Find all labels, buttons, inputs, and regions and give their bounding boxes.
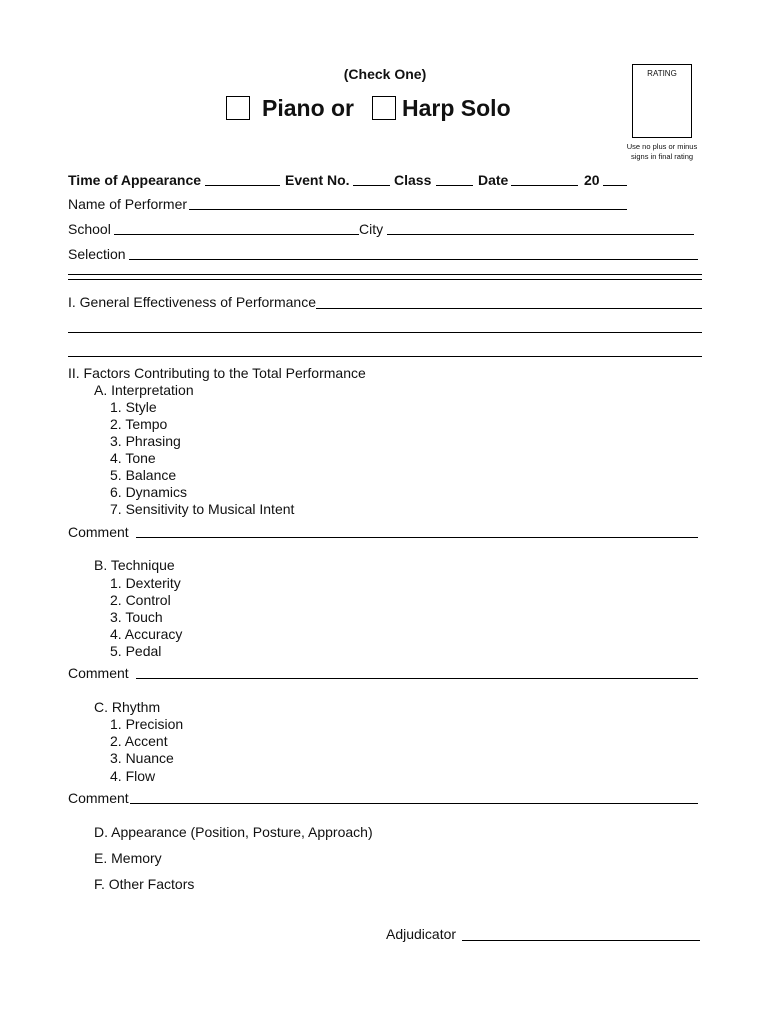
- event-no-label: Event No.: [285, 172, 350, 188]
- general-effectiveness-field-1[interactable]: [316, 308, 702, 309]
- memory-factor: E. Memory: [94, 850, 162, 866]
- class-label: Class: [394, 172, 432, 188]
- time-of-appearance-field[interactable]: [205, 185, 280, 186]
- rhythm-item: 1. Precision: [110, 716, 184, 732]
- school-field[interactable]: [114, 234, 359, 235]
- comment-field-c[interactable]: [130, 803, 698, 804]
- appearance-factor: D. Appearance (Position, Posture, Approach): [94, 824, 373, 840]
- year-field[interactable]: [603, 185, 627, 186]
- adjudicator-signature-field[interactable]: [462, 940, 700, 941]
- rhythm-item: 3. Nuance: [110, 750, 174, 766]
- date-field[interactable]: [511, 185, 578, 186]
- rhythm-item: 4. Flow: [110, 768, 156, 784]
- harp-checkbox[interactable]: [372, 96, 396, 120]
- technique-item: 1. Dexterity: [110, 575, 181, 591]
- selection-field[interactable]: [129, 259, 698, 260]
- technique-item: 2. Control: [110, 592, 171, 608]
- city-label: City: [359, 221, 384, 237]
- interpretation-heading: A. Interpretation: [94, 382, 194, 398]
- technique-item: 4. Accuracy: [110, 626, 183, 642]
- divider-rule-bottom: [68, 279, 702, 280]
- rating-box[interactable]: [632, 64, 692, 138]
- interpretation-item: 6. Dynamics: [110, 484, 188, 500]
- general-effectiveness-field-2[interactable]: [68, 332, 702, 333]
- other-factors: F. Other Factors: [94, 876, 195, 892]
- comment-label-c: Comment: [68, 790, 129, 806]
- interpretation-item: 5. Balance: [110, 467, 177, 483]
- rating-note: [612, 142, 712, 162]
- rating-label: RATING: [647, 69, 677, 78]
- interpretation-item: 3. Phrasing: [110, 433, 181, 449]
- year-prefix-label: 20: [584, 172, 600, 188]
- date-label: Date: [478, 172, 509, 188]
- selection-label: Selection: [68, 246, 126, 262]
- time-of-appearance-label: Time of Appearance: [68, 172, 202, 188]
- check-one-heading: (Check One): [343, 66, 427, 82]
- name-of-performer-field[interactable]: [189, 209, 627, 210]
- interpretation-item: 7. Sensitivity to Musical Intent: [110, 501, 295, 517]
- city-field[interactable]: [387, 234, 694, 235]
- comment-field-b[interactable]: [136, 678, 698, 679]
- rhythm-heading: C. Rhythm: [94, 699, 161, 715]
- technique-heading: B. Technique: [94, 557, 175, 573]
- rating-note-line-1: Use no plus or minus: [626, 142, 698, 151]
- technique-item: 3. Touch: [110, 609, 163, 625]
- event-no-field[interactable]: [353, 185, 390, 186]
- class-field[interactable]: [436, 185, 473, 186]
- interpretation-item: 1. Style: [110, 399, 157, 415]
- technique-item: 5. Pedal: [110, 643, 162, 659]
- general-effectiveness-title: I. General Effectiveness of Performance: [68, 294, 316, 310]
- adjudicator-label: Adjudicator: [386, 926, 457, 942]
- piano-checkbox[interactable]: [226, 96, 250, 120]
- interpretation-item: 4. Tone: [110, 450, 156, 466]
- rhythm-item: 2. Accent: [110, 733, 168, 749]
- comment-label-a: Comment: [68, 524, 129, 540]
- rating-note-line-2: signs in final rating: [630, 152, 694, 161]
- comment-label-b: Comment: [68, 665, 129, 681]
- divider-rule-top: [68, 274, 702, 275]
- name-of-performer-label: Name of Performer: [68, 196, 188, 212]
- factors-title: II. Factors Contributing to the Total Performance: [68, 365, 366, 381]
- interpretation-item: 2. Tempo: [110, 416, 168, 432]
- harp-option-label: Harp Solo: [402, 95, 511, 121]
- school-label: School: [68, 221, 111, 237]
- piano-option-label: Piano or: [262, 95, 355, 121]
- general-effectiveness-field-3[interactable]: [68, 356, 702, 357]
- comment-field-a[interactable]: [136, 537, 698, 538]
